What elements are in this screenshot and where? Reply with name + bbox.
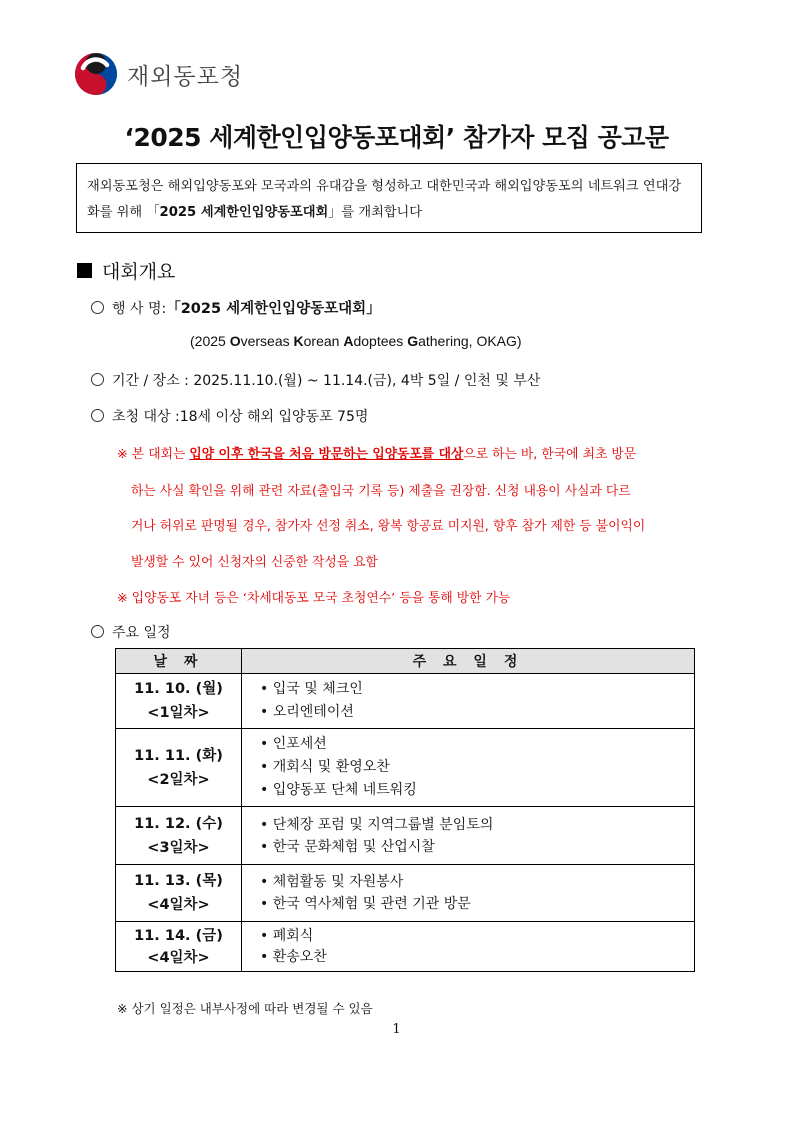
notice1-suffix: 으로 하는 바, 한국에 최초 방문 — [463, 447, 637, 462]
org-name: 재외동포청 — [127, 63, 244, 90]
row-date: 11. 10. (월) — [134, 681, 223, 697]
period-label: 기간 / 장소 : — [112, 373, 189, 389]
table-row — [116, 674, 695, 729]
taegeuk-logo-icon — [74, 52, 118, 96]
notice-line-2: 하는 사실 확인을 위해 관련 자료(출입국 기록 등) 제출을 권장함. 신청 내용이 사실과 다르 — [131, 484, 631, 499]
english-rest-o: verseas — [240, 333, 294, 349]
table-row — [116, 729, 695, 807]
english-initial-o: O — [229, 333, 241, 349]
row-date: 11. 14. (금) — [134, 927, 223, 944]
intro-event-name: 2025 세계한인입양동포대회 — [159, 205, 329, 220]
english-initial-a: A — [343, 333, 354, 349]
schedule-label: 주요 일정 — [112, 625, 171, 641]
schedule-item: • 체험활동 및 자원봉사 — [260, 871, 694, 893]
header-schedule: 주 요 일 정 — [242, 649, 695, 674]
notice-line-4: 발생할 수 있어 신청자의 신중한 작성을 요함 — [131, 555, 378, 570]
schedule-item: • 환송오찬 — [260, 947, 694, 968]
page-number: 1 — [392, 1022, 401, 1037]
schedule-item: • 오리엔테이션 — [260, 701, 694, 724]
circle-bullet-icon — [91, 301, 104, 314]
notice-line-1 — [117, 443, 636, 462]
schedule-item: • 입양동포 단체 네트워킹 — [260, 779, 694, 802]
schedule-item: • 입국 및 체크인 — [260, 678, 694, 701]
row-day: <3일차> — [147, 839, 210, 856]
row-date: 11. 12. (수) — [134, 815, 223, 832]
notice-line-3: 거나 허위로 판명될 경우, 참가자 선정 취소, 왕복 항공료 미지원, 향후 참가 제한 등 불이익이 — [131, 519, 646, 534]
target-line — [91, 406, 368, 426]
target-value: 18세 이상 해외 입양동포 75명 — [179, 409, 369, 425]
notice1-emphasis: 입양 이후 한국을 처음 방문하는 입양동포를 대상 — [189, 447, 464, 462]
event-name-open-bracket: 「 — [166, 301, 181, 317]
circle-bullet-icon — [91, 409, 104, 422]
english-rest-g: athering — [418, 333, 469, 349]
section-title: 대회개요 — [102, 261, 176, 283]
english-rest-k: orean — [303, 333, 344, 349]
table-row — [116, 922, 695, 972]
intro-box — [76, 163, 702, 233]
row-day: <1일차> — [147, 705, 210, 721]
schedule-item: • 폐회식 — [260, 926, 694, 947]
intro-text-end: 」를 개최합니다 — [328, 205, 423, 220]
english-initial-g: G — [407, 333, 419, 349]
period-line — [91, 370, 540, 390]
table-row — [116, 865, 695, 922]
target-label: 초청 대상 : — [112, 409, 180, 425]
schedule-item: • 한국 문화체험 및 산업시찰 — [260, 836, 694, 858]
table-row — [116, 807, 695, 865]
org-logo — [74, 52, 243, 96]
section-heading — [77, 257, 175, 284]
event-english-name — [190, 333, 522, 349]
notice1-prefix: ※ 본 대회는 — [117, 447, 190, 462]
event-name-close-bracket: 」 — [366, 301, 381, 317]
table-header-row — [116, 649, 695, 674]
row-day: <4일차> — [147, 897, 210, 913]
event-name-line — [91, 297, 381, 318]
schedule-item: • 개회식 및 환영오찬 — [260, 756, 694, 779]
intro-text: 재외동포청은 해외입양동포와 모국과의 유대감을 형성하고 대한민국과 해외입양동포의 네트워크 연대강화를 위해 「 — [87, 179, 682, 220]
footnote: ※ 상기 일정은 내부사정에 따라 변경될 수 있음 — [117, 1001, 373, 1016]
row-date: 11. 11. (화) — [134, 747, 223, 764]
row-day: <4일차> — [147, 949, 210, 966]
schedule-item: • 인포세션 — [260, 733, 694, 756]
square-bullet-icon — [77, 263, 92, 278]
english-initial-k: K — [293, 333, 304, 349]
schedule-table — [115, 648, 695, 972]
header-date: 날 짜 — [116, 649, 242, 674]
row-day: <2일차> — [147, 771, 210, 788]
circle-bullet-icon — [91, 373, 104, 386]
schedule-item: • 한국 역사체험 및 관련 기관 방문 — [260, 893, 694, 915]
schedule-label-line — [91, 622, 171, 642]
english-close: , OKAG) — [468, 333, 522, 349]
row-date: 11. 13. (목) — [134, 873, 223, 889]
schedule-item: • 단체장 포럼 및 지역그룹별 분임토의 — [260, 814, 694, 836]
notice-line-5: ※ 입양동포 자녀 등은 ‘차세대동포 모국 초청연수’ 등을 통해 방한 가능 — [117, 591, 511, 606]
english-rest-a: doptees — [353, 333, 408, 349]
period-value: 2025.11.10.(월) ~ 11.14.(금), 4박 5일 / 인천 및 부산 — [193, 373, 541, 389]
event-name-value: 2025 세계한인입양동포대회 — [180, 301, 367, 317]
page-title: ‘2025 세계한인입양동포대회’ 참가자 모집 공고문 — [124, 123, 669, 152]
english-open: (2025 — [190, 333, 230, 349]
circle-bullet-icon — [91, 625, 104, 638]
event-name-label: 행 사 명: — [112, 301, 167, 317]
